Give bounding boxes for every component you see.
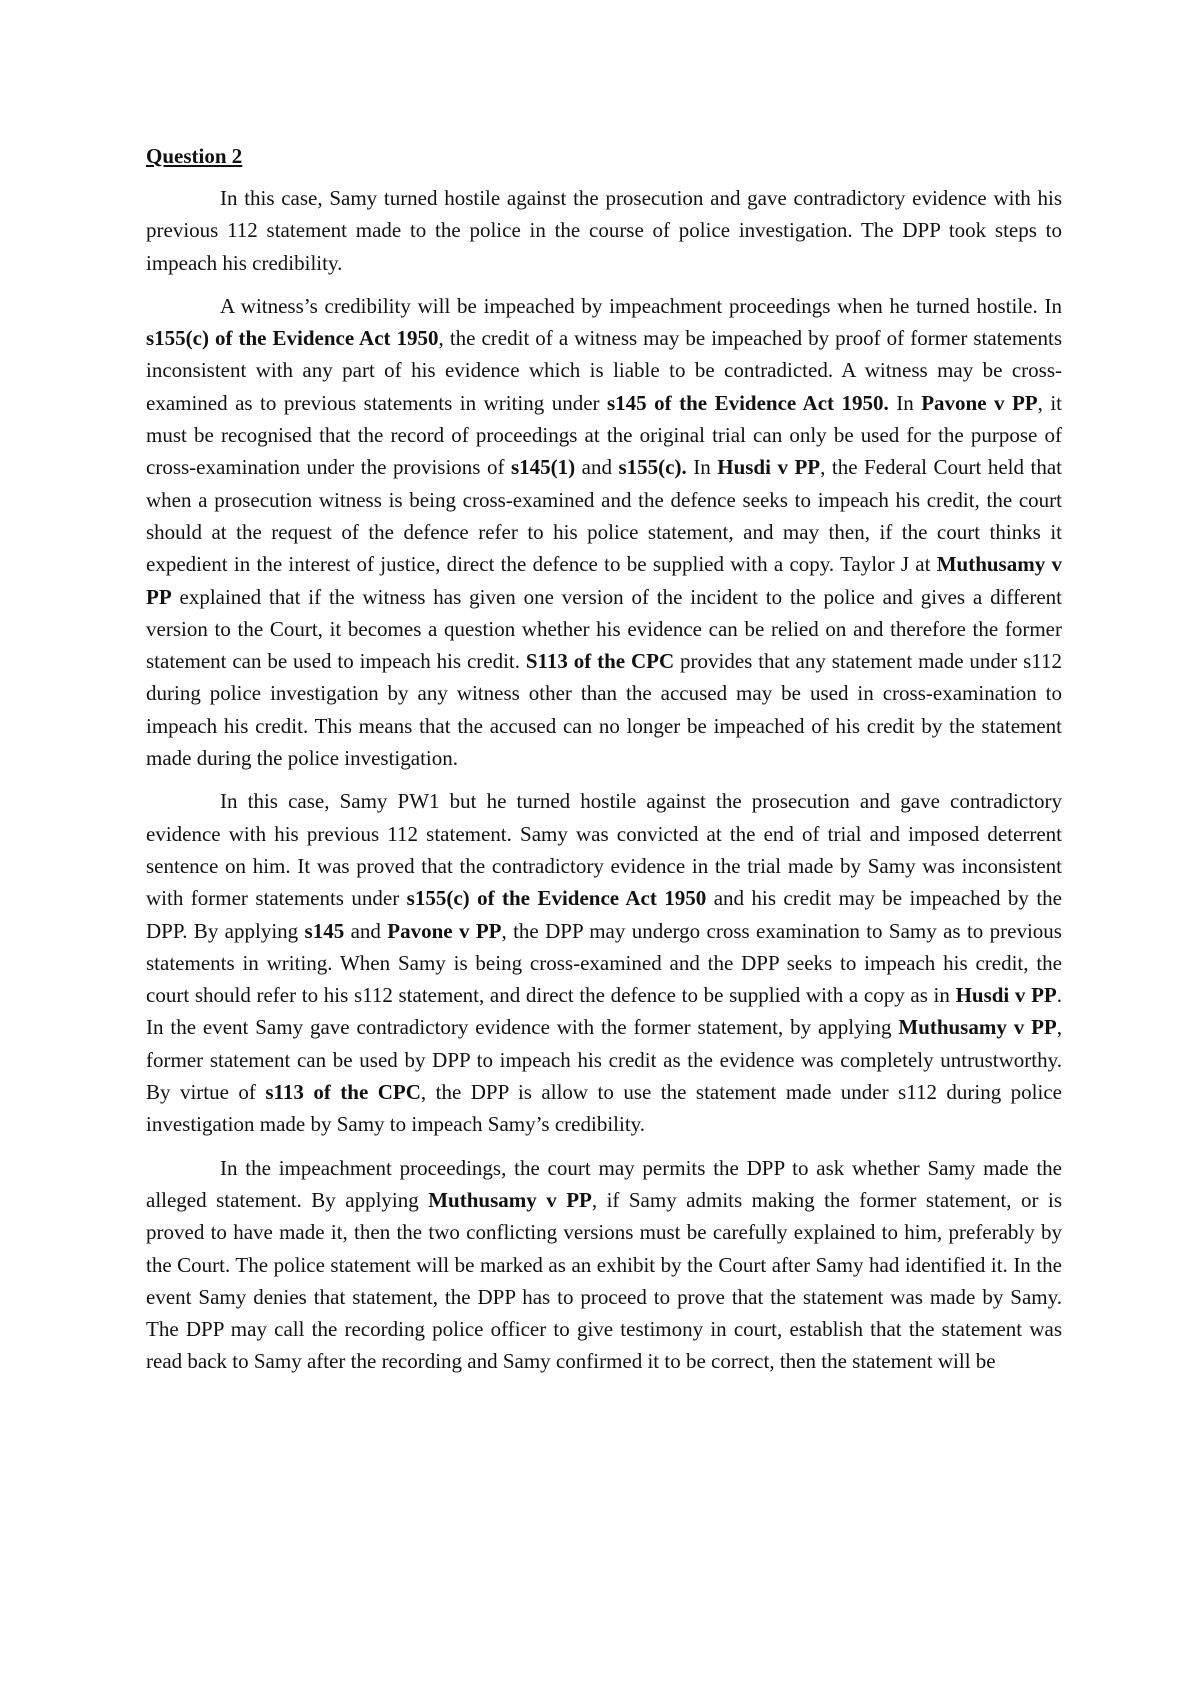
text-run: , the Federal Court held that when a prosecution witness is being cross-examined and the defence seeks to impeach his credit, the court should at the request of the defence refer to his police statement, and may then, if the court thinks it expedient in the interest of justice, direct the defence to be supplied with a copy. Taylor J at [146,455,1063,577]
text-run: In [888,390,922,415]
text-run: , if Samy admits making the former statement, or is proved to have made it, then the two conflicting versions must be carefully explained to him, preferably by the Court. The police statement will be marked as an exhibit by the Court after Samy had identified it. In the event Samy denies that statement, the DPP has to proceed to prove that the statement was made by Samy. The DPP may call the recording police officer to give testimony in court, establish that the statement was read back to Samy after the recording and Samy confirmed it to be correct, then the statement will be [146,1187,1062,1374]
page-title: Question 2 [146,144,243,168]
bold-citation: Pavone v PP [387,918,502,943]
text-run: , the DPP is allow to use the statement made under s112 during police investigation made by Samy to impeach Samy’s credibility. [146,1080,1062,1137]
text-run: In this case, Samy turned hostile against the prosecution and gave contradictory evidence with his previous 112 statement made to the police in the course of police investigation. The DPP took steps to impeach his credibility. [146,186,1062,275]
paragraph-4 [146,1152,1062,1378]
text-run: . In the event Samy gave contradictory evidence with the former statement, by applying [146,983,1062,1040]
bold-citation: Muthusamy v PP [898,1015,1057,1040]
bold-citation: Muthusamy v PP [146,552,1062,609]
document-body [146,182,1062,1378]
text-run: and [344,918,388,943]
text-run: and his credit may be impeached by the DPP. By applying [146,886,1062,943]
bold-citation: Pavone v PP [921,390,1038,415]
bold-citation: S113 of the CPC [525,649,675,674]
bold-citation: s145 [304,918,345,943]
text-run: explained that if the witness has given one version of the incident to the police and gives a different version to the Court, it becomes a question whether his evidence can be relied on and therefore the former statement can be used to impeach his credit. [146,584,1062,674]
document-page [146,140,1062,1389]
bold-citation: s155(c) of the Evidence Act 1950 [406,886,707,911]
paragraph-1 [146,182,1062,279]
bold-citation: s113 of the CPC [265,1080,421,1105]
text-run: In [686,455,718,480]
bold-citation: s145 of the Evidence Act 1950. [607,390,889,415]
text-run: provides that any statement made under s112 during police investigation by any witness other than the accused may be used in cross-examination to impeach his credit. This means that the accused can no longer be impeached of his credit by the statement made during the police investigation. [146,649,1062,771]
text-run: , it must be recognised that the record of proceedings at the original trial can only be used for the purpose of cross-examination under the provisions of [146,390,1062,480]
bold-citation: Husdi v PP [955,983,1057,1008]
paragraph-3 [146,785,1062,1140]
text-run: , former statement can be used by DPP to impeach his credit as the evidence was completely untrustworthy. By virtue of [146,1015,1062,1105]
bold-citation: Muthusamy v PP [428,1187,592,1212]
text-run: and [575,455,619,480]
bold-citation: Husdi v PP [717,455,821,480]
text-run: In the impeachment proceedings, the court may permits the DPP to ask whether Samy made the alleged statement. By applying [146,1155,1062,1212]
paragraph-2 [146,290,1062,774]
bold-citation: s155(c). [618,455,687,480]
text-run: , the DPP may undergo cross examination to Samy as to previous statements in writing. When Samy is being cross-examined and the DPP seeks to impeach his credit, the court should refer to his s112 statement, and direct the defence to be supplied with a copy as in [146,918,1062,1008]
bold-citation: s155(c) of the Evidence Act 1950 [146,326,439,351]
text-run: , the credit of a witness may be impeached by proof of former statements inconsistent with any part of his evidence which is liable to be contradicted. A witness may be cross-examined as to previous statements in writing under [146,326,1062,415]
bold-citation: s145(1) [510,455,576,480]
text-run: A witness’s credibility will be impeached by impeachment proceedings when he turned hostile. In [220,293,1062,318]
text-run: In this case, Samy PW1 but he turned hostile against the prosecution and gave contradictory evidence with his previous 112 statement. Samy was convicted at the end of trial and imposed deterrent sentence on him. It was proved that the contradictory evidence in the trial made by Samy was inconsistent with former statements under [146,789,1062,911]
